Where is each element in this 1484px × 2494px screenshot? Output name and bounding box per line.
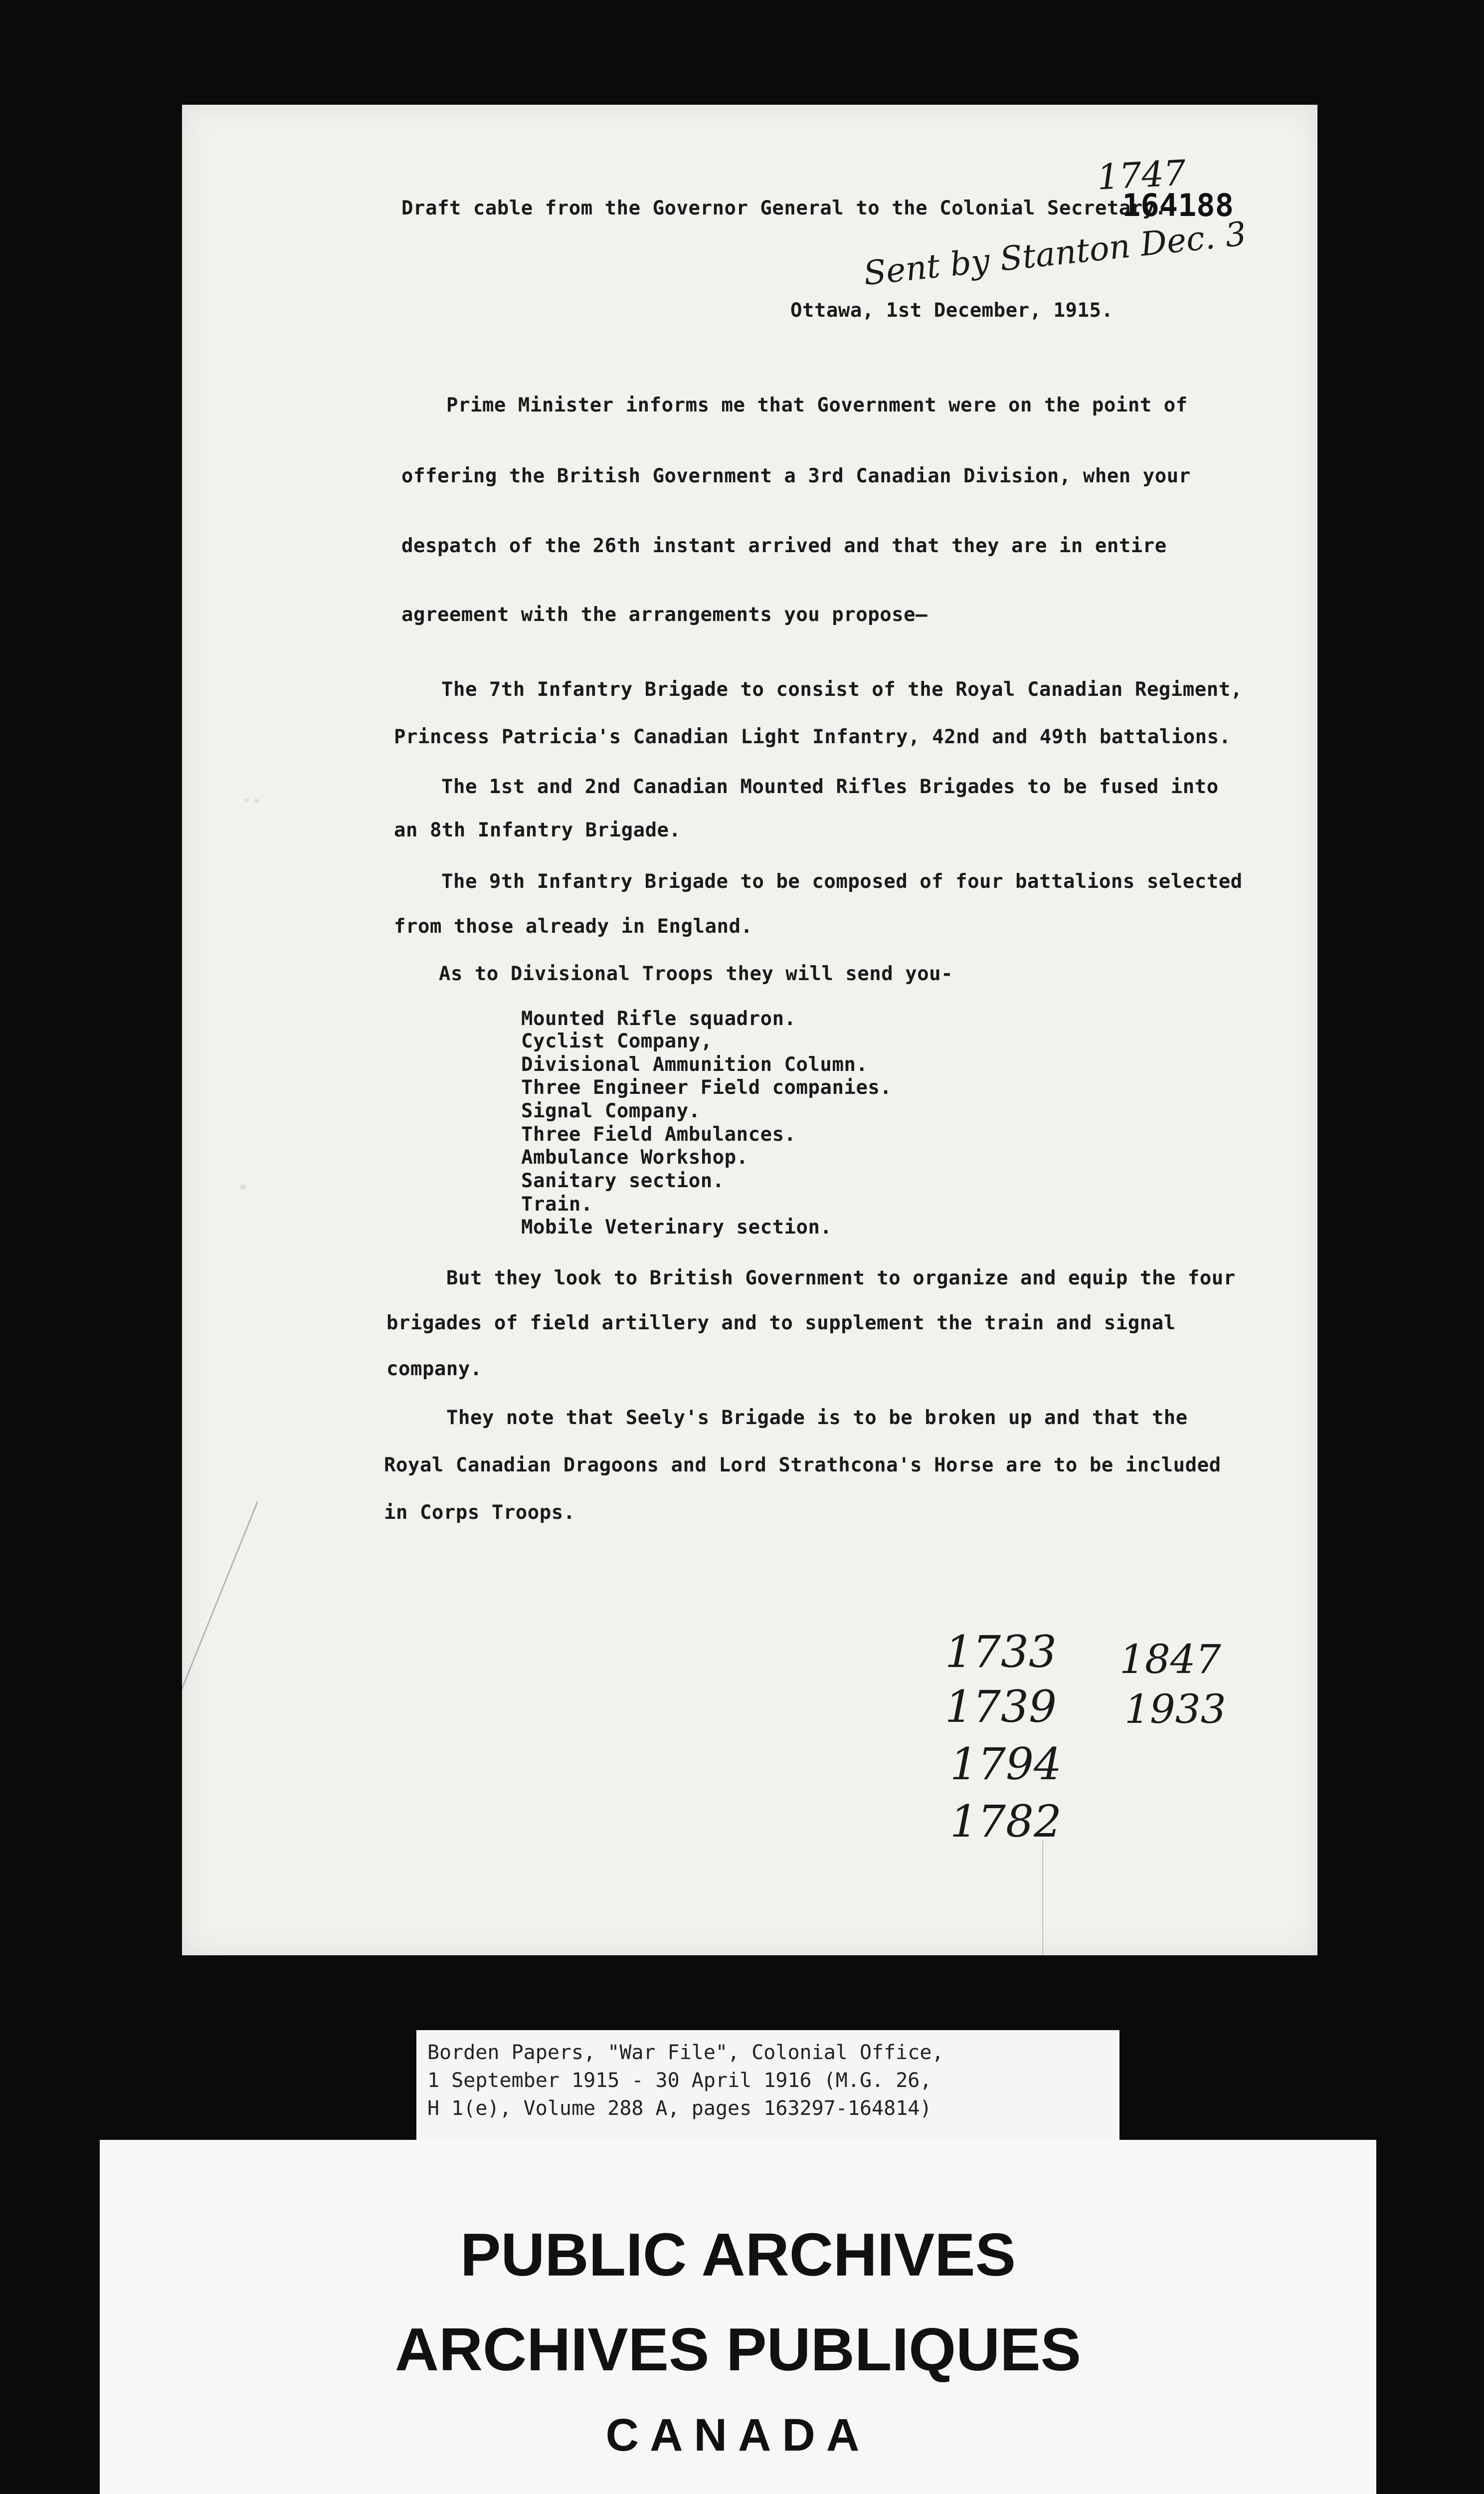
- paragraph-6-line-2: Royal Canadian Dragoons and Lord Strathcona's Horse are to be included: [384, 1454, 1221, 1476]
- handwritten-number: 1782: [950, 1796, 1062, 1847]
- paragraph-5-line-3: company.: [386, 1358, 482, 1380]
- pencil-stroke: [1042, 1841, 1043, 1955]
- troop-item: Sanitary section.: [521, 1170, 725, 1192]
- citation-label: [416, 2030, 1119, 2142]
- paragraph-5-line-2: brigades of field artillery and to supplement the train and signal: [386, 1312, 1176, 1334]
- citation-line: Borden Papers, "War File", Colonial Office,: [427, 2041, 944, 2064]
- speck: [254, 799, 259, 803]
- paragraph-2-line-2: Princess Patricia's Canadian Light Infantry, 42nd and 49th battalions.: [394, 726, 1231, 748]
- handwritten-number: 1739: [945, 1681, 1057, 1732]
- handwritten-note: Sent by Stanton Dec. 3: [862, 214, 1248, 293]
- paragraph-6-line-3: in Corps Troops.: [384, 1501, 575, 1524]
- handwritten-number: 1933: [1124, 1686, 1226, 1732]
- handwritten-top-number: 1747: [1096, 152, 1187, 198]
- paragraph-3-line-2: an 8th Infantry Brigade.: [394, 819, 681, 841]
- speck: [239, 1185, 246, 1190]
- divisional-intro: As to Divisional Troops they will send you-: [439, 963, 953, 985]
- troop-item: Three Field Ambulances.: [521, 1123, 796, 1146]
- paragraph-3-line-1: The 1st and 2nd Canadian Mounted Rifles Brigades to be fused into: [441, 776, 1219, 798]
- paragraph-4-line-1: The 9th Infantry Brigade to be composed of four battalions selected: [441, 870, 1243, 893]
- document-header: Draft cable from the Governor General to the Colonial Secretary.: [401, 197, 1167, 219]
- citation-line: H 1(e), Volume 288 A, pages 163297-164814): [427, 2097, 932, 2120]
- archive-label-line-2: ARCHIVES PUBLIQUES: [394, 2315, 1082, 2383]
- handwritten-number: 1733: [945, 1626, 1057, 1677]
- speck: [244, 798, 249, 802]
- paragraph-5-line-1: But they look to British Government to organize and equip the four: [446, 1267, 1236, 1289]
- archive-label-line-3: CANADA: [605, 2410, 871, 2461]
- troop-item: Divisional Ammunition Column.: [521, 1053, 868, 1076]
- troop-item: Three Engineer Field companies.: [521, 1076, 892, 1099]
- handwritten-number: 1847: [1119, 1636, 1221, 1682]
- stamp-number: 164188: [1122, 187, 1234, 223]
- troop-item: Signal Company.: [521, 1100, 701, 1122]
- paragraph-4-line-2: from those already in England.: [394, 915, 753, 938]
- place-date: Ottawa, 1st December, 1915.: [790, 299, 1113, 322]
- paragraph-2-line-1: The 7th Infantry Brigade to consist of the Royal Canadian Regiment,: [441, 678, 1243, 701]
- archive-label-line-1: PUBLIC ARCHIVES: [460, 2221, 1016, 2288]
- pencil-stroke: [182, 1501, 258, 1918]
- troop-item: Train.: [521, 1193, 593, 1216]
- paragraph-6-line-1: They note that Seely's Brigade is to be broken up and that the: [446, 1407, 1188, 1429]
- handwritten-number: 1794: [950, 1738, 1062, 1790]
- paragraph-1-line-2: offering the British Government a 3rd Canadian Division, when your: [401, 465, 1191, 487]
- paragraph-1-line-1: Prime Minister informs me that Government were on the point of: [446, 394, 1188, 416]
- document-page: [182, 105, 1317, 1955]
- troop-item: Ambulance Workshop.: [521, 1146, 748, 1169]
- paragraph-1-line-3: despatch of the 26th instant arrived and that they are in entire: [401, 535, 1167, 557]
- paragraph-1-line-4: agreement with the arrangements you propose—: [401, 604, 928, 626]
- troop-item: Cyclist Company,: [521, 1030, 713, 1052]
- archive-label: [100, 2140, 1376, 2494]
- troop-item: Mobile Veterinary section.: [521, 1216, 832, 1239]
- citation-line: 1 September 1915 - 30 April 1916 (M.G. 26,: [427, 2069, 932, 2092]
- troop-item: Mounted Rifle squadron.: [521, 1008, 796, 1030]
